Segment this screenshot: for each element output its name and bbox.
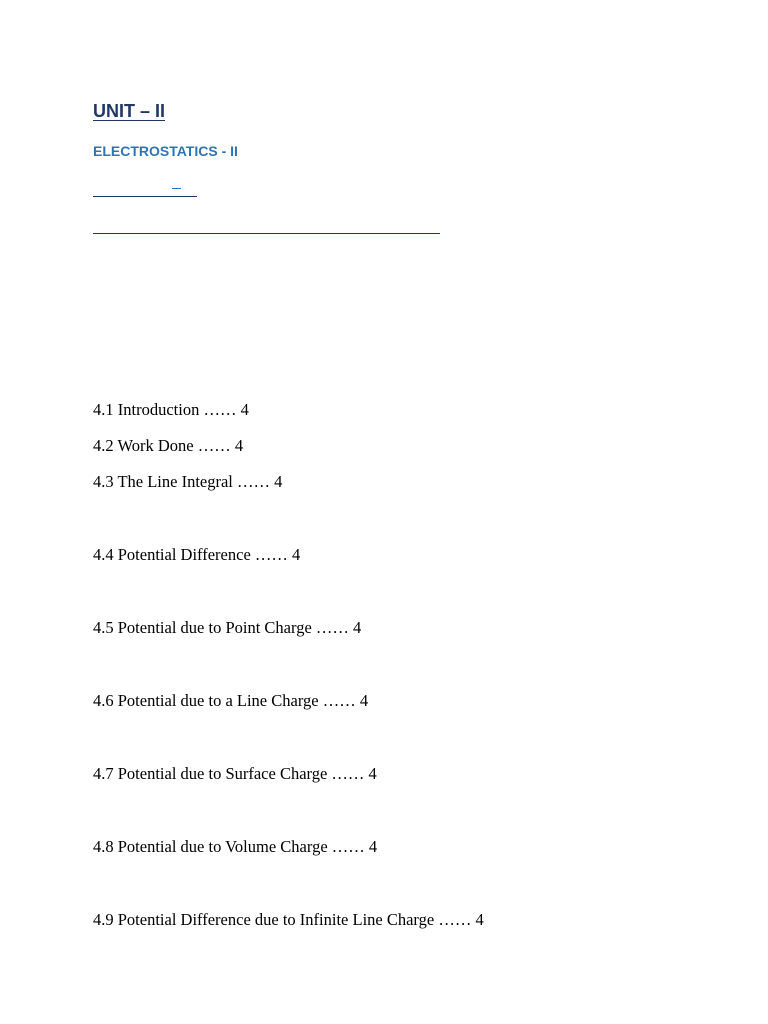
toc-item-4-8: 4.8 Potential due to Volume Charge …… 4: [93, 837, 378, 856]
toc-item-4-9: 4.9 Potential Difference due to Infinite Line Charge …… 4: [93, 910, 484, 929]
chapter-subtitle: ELECTROSTATICS - II: [93, 143, 238, 159]
toc-item-4-6: 4.6 Potential due to a Line Charge …… 4: [93, 691, 369, 710]
toc-item-4-7: 4.7 Potential due to Surface Charge …… 4: [93, 764, 377, 783]
short-underline-rule: [93, 196, 197, 197]
toc-item-4-4: 4.4 Potential Difference …… 4: [93, 545, 301, 564]
unit-title: UNIT – II: [93, 101, 166, 121]
toc-item-4-5: 4.5 Potential due to Point Charge …… 4: [93, 618, 362, 637]
toc-item-4-2: 4.2 Work Done …… 4: [93, 436, 244, 455]
dash-mark: [172, 188, 181, 189]
toc-item-4-3: 4.3 The Line Integral …… 4: [93, 472, 283, 491]
long-underline-rule: [93, 233, 440, 234]
toc-item-4-1: 4.1 Introduction …… 4: [93, 400, 249, 419]
